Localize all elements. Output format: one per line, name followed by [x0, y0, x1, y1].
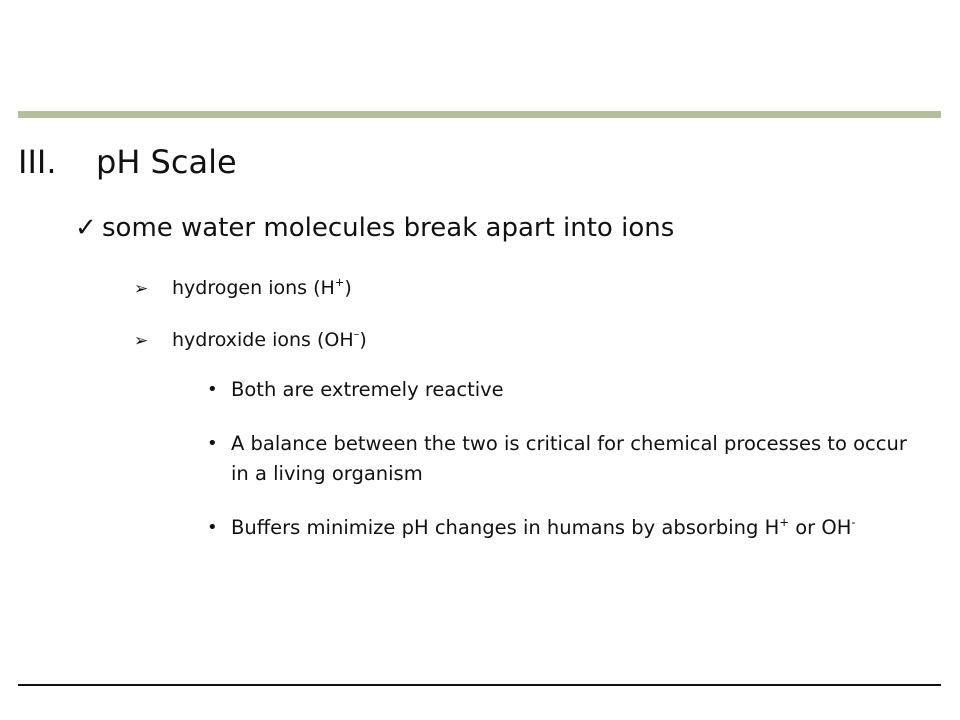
bullet-balance [207, 429, 907, 489]
bullet-superscript: - [851, 514, 856, 529]
sub-point-hydroxide [134, 327, 367, 354]
bullet-text-part: or OH [789, 516, 852, 539]
checkmark-icon: ✓ [75, 213, 97, 243]
sub-point-hydrogen [134, 275, 352, 302]
sub-point-close: ) [344, 277, 352, 299]
bullet-superscript: + [779, 514, 790, 529]
title-number: III. [18, 143, 57, 181]
bullet-text: Both are extremely reactive [231, 378, 504, 401]
sub-point-superscript: – [353, 327, 360, 342]
dot-bullet-icon: • [207, 517, 218, 538]
title-text: pH Scale [96, 143, 237, 181]
sub-point-text: hydrogen ions (H [172, 277, 335, 299]
dot-bullet-icon: • [207, 379, 218, 400]
check-point-text: some water molecules break apart into ions [102, 213, 675, 243]
check-point [75, 210, 674, 246]
arrow-bullet-icon: ➢ [134, 331, 149, 351]
sub-point-text: hydroxide ions (OH [172, 329, 354, 351]
sub-point-superscript: + [334, 275, 345, 290]
title-divider [18, 111, 941, 118]
slide-title [18, 142, 237, 182]
arrow-bullet-icon: ➢ [134, 279, 149, 299]
bullet-text-part: Buffers minimize pH changes in humans by absorbing H [231, 516, 780, 539]
bullet-buffers [207, 513, 907, 543]
bullet-text: A balance between the two is critical for chemical processes to occur in a living organism [231, 432, 907, 485]
bullet-text [231, 513, 907, 543]
bullet-reactive [207, 375, 907, 405]
dot-bullet-icon: • [207, 433, 218, 454]
footer-divider [18, 684, 941, 686]
sub-point-close: ) [359, 329, 367, 351]
